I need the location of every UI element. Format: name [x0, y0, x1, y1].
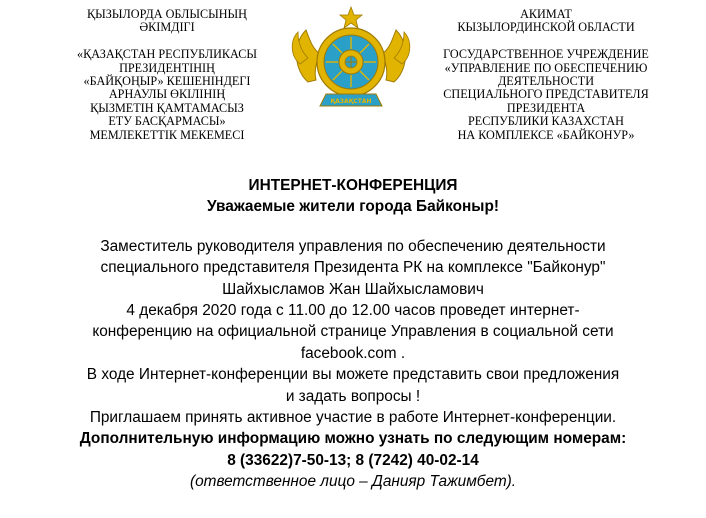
letterhead-line: ГОСУДАРСТВЕННОЕ УЧРЕЖДЕНИЕ [443, 47, 649, 62]
letterhead-right-russian [428, 8, 664, 142]
letterhead-line: «БАЙҚОҢЫР» КЕШЕНІНДЕГІ [83, 74, 251, 89]
phone-numbers: 8 (33622)7-50-13; 8 (7242) 40-02-14 [227, 451, 479, 469]
announcement-greeting: Уважаемые жители города Байконыр! [207, 198, 499, 216]
body-line: facebook.com . [300, 344, 406, 362]
contact-person: (ответственное лицо – Данияр Тажимбет). [189, 473, 517, 491]
letterhead-line: ПРЕЗИДЕНТІНІҢ [119, 60, 215, 75]
letterhead-line: АРНАУЛЫ ӨКІЛІНІҢ [108, 87, 226, 102]
letterhead [0, 0, 706, 160]
letterhead-line: МЕМЛЕКЕТТІК МЕКЕМЕСІ [89, 127, 245, 142]
body-line: Шайхысламов Жан Шайхысламович [222, 280, 484, 298]
letterhead-line: НА КОМПЛЕКСЕ «БАЙКОНУР» [457, 127, 635, 142]
letterhead-line: ҚЫЗМЕТІН ҚАМТАМАСЫЗ [90, 100, 244, 115]
letterhead-line: «УПРАВЛЕНИЕ ПО ОБЕСПЕЧЕНИЮ [444, 60, 648, 75]
emblem-label: ҚАЗАҚСТАН [330, 98, 372, 105]
letterhead-left-kazakh [56, 8, 278, 142]
letterhead-line: ПРЕЗИДЕНТА [506, 100, 586, 115]
info-line: Дополнительную информацию можно узнать по следующим номерам: [79, 430, 627, 448]
body-line: Приглашаем принять активное участие в работе Интернет-конференции. [89, 409, 617, 427]
letterhead-line: ӘКІМДІГІ [139, 20, 195, 35]
letterhead-line: СПЕЦИАЛЬНОГО ПРЕДСТАВИТЕЛЯ [443, 87, 649, 102]
body-line: В ходе Интернет-конференции вы можете представить свои предложения [86, 366, 620, 384]
letterhead-line: КЫЗЫЛОРДИНСКОЙ ОБЛАСТИ [457, 20, 635, 35]
announcement-title: ИНТЕРНЕТ-КОНФЕРЕНЦИЯ [248, 177, 458, 194]
body-line: специального представителя Президента РК на комплексе "Байконур" [100, 259, 606, 277]
letterhead-line: АКИМАТ [520, 7, 572, 21]
announcement [30, 175, 676, 493]
body-line: и задать вопросы ! [285, 387, 421, 405]
body-line: 4 декабря 2020 года с 11.00 до 12.00 часов проведет интернет- [126, 302, 580, 320]
letterhead-line: ҚЫЗЫЛОРДА ОБЛЫСЫНЫҢ [87, 7, 247, 21]
letterhead-line: «ҚАЗАҚСТАН РЕСПУБЛИКАСЫ [77, 47, 257, 62]
kazakhstan-emblem-icon [286, 4, 416, 116]
letterhead-line: ДЕЯТЕЛЬНОСТИ [497, 74, 594, 89]
body-line: Заместитель руководителя управления по обеспечению деятельности [100, 237, 606, 255]
body-line: конференцию на официальной странице Управления в социальной сети [92, 323, 614, 341]
letterhead-line: РЕСПУБЛИКИ КАЗАХСТАН [468, 114, 624, 129]
letterhead-line: ЕТУ БАСҚАРМАСЫ» [108, 114, 226, 129]
